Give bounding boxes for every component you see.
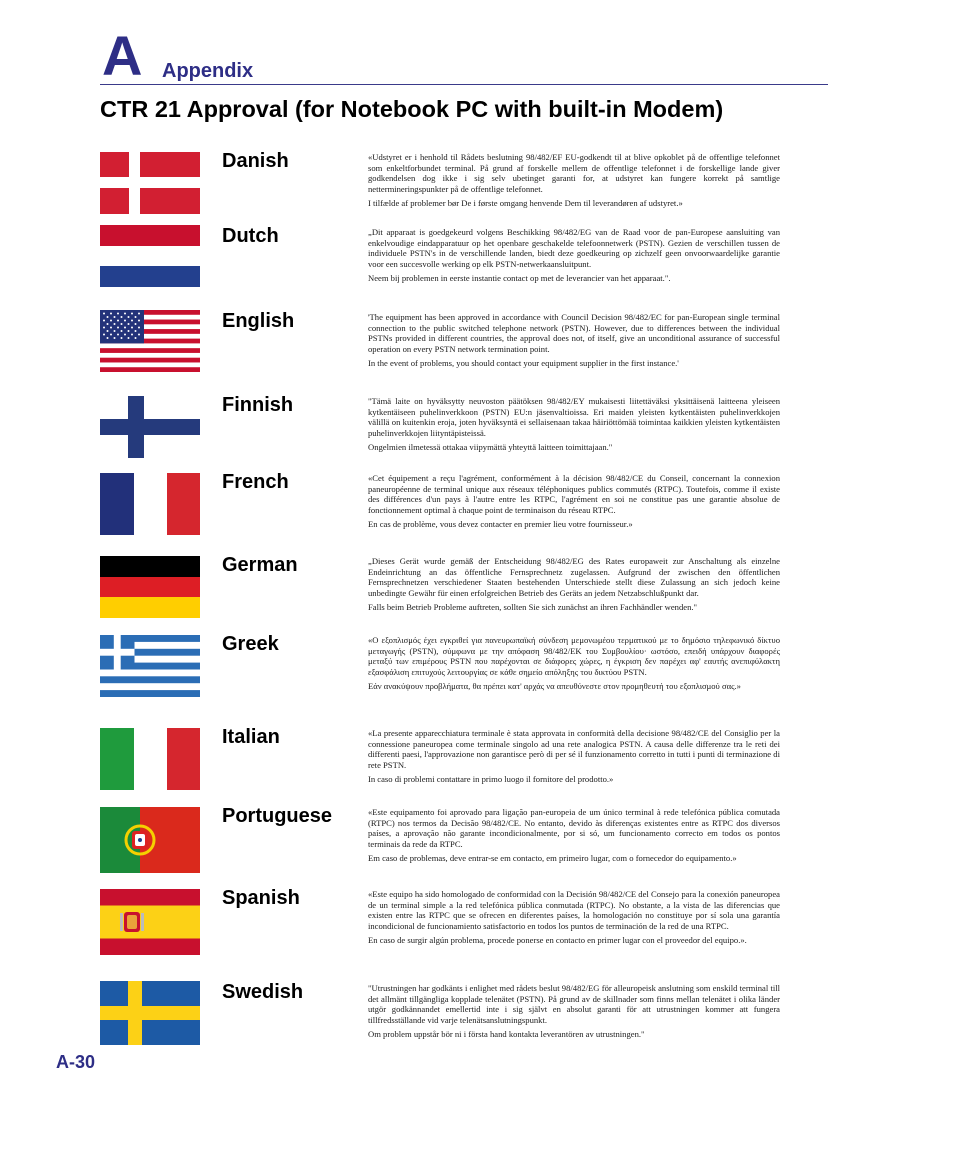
approval-text <box>368 473 780 534</box>
flag-germany-icon <box>100 556 200 618</box>
language-label: Finnish <box>222 394 294 416</box>
approval-paragraph: «Ο εξοπλισμός έχει εγκριθεί για πανευρωπαϊκή σύνδεση μεμονωμέου τερματικού με το δημόσιο τηλεφωνικό δίκτυο μεταγωγής (PSTN), σύμφωνα με την απόφαση 98/482/ΕΚ του Συμβουλίου· ωστόσο, επειδή υπάρχουν διαφορές μεταξύ των επιμέρους PSTN που παρέχονται σε διάφορες χώρες, η έγκριση δεν παρέχει αφ' εαυτής ανεπιφύλακτη εξασφάλιση επιτυχούς λειτουργίας σε κάθε σημείο απόληξης του δικτύου PSTN. <box>368 635 780 677</box>
flag-finland-icon <box>100 396 200 458</box>
approval-text <box>368 889 780 950</box>
contact-paragraph: In caso di problemi contattare in primo luogo il fornitore del prodotto.» <box>368 774 614 785</box>
contact-paragraph: Falls beim Betrieb Probleme auftreten, sollten Sie sich zunächst an ihren Fachhändler wenden." <box>368 602 698 613</box>
flag-netherlands-icon <box>100 225 200 287</box>
contact-paragraph: In the event of problems, you should contact your equipment supplier in the first instance.' <box>368 358 679 369</box>
page-number: A-30 <box>56 1052 96 1072</box>
approval-paragraph: "Tämä laite on hyväksytty neuvoston päätöksen 98/482/EY mukaisesti liitettäväksi yksittäisenä laitteena yleiseen kytkentäiseen puhelinverkkoon (PSTN) EU:n jäsenvaltioissa. Eri maiden yleisten kytkentäisten puhelinverkkojen välillä on kuitenkin eroja, joten hyväksyntä ei sellaisenaan takaa häiriöttömää toimintaa kaikkien yleisten kytkentäisten puhelinverkkojen liityntäpisteissä. <box>368 396 780 438</box>
approval-paragraph: „Dieses Gerät wurde gemäß der Entscheidung 98/482/EG des Rates europaweit zur Anschaltung als einzelne Endeinrichtung an das öffentliche Fernsprechnetz zugelassen. Aufgrund der zwischen den öffentlichen Fernsprechnetzen verschiedener Staaten bestehenden Unterschiede stellt diese Zulassung an sich jedoch keine unbedingte Gewähr für einen erfolgreichen Betrieb des Geräts an jedem Netzabschlußpunkt dar. <box>368 556 780 598</box>
contact-paragraph: I tilfælde af problemer bør De i første omgang henvende Dem til leverandøren af udstyret.» <box>368 198 683 209</box>
language-label: Portuguese <box>222 805 333 827</box>
contact-paragraph: Em caso de problemas, deve entrar-se em contacto, em primeiro lugar, com o fornecedor do equipamento.» <box>368 853 737 864</box>
flag-greece-icon <box>100 635 200 697</box>
approval-text <box>368 635 780 696</box>
approval-paragraph: «Este equipo ha sido homologado de conformidad con la Decisión 98/482/CE del Consejo para la conexión paneuropea de un terminal simple a la red telefónica pública conmutada (RTPC). No obstante, a la vista de las diferencias que existen entre las RTPC que se ofrecen en diferentes países, la homologación no constituye por sí sola una garantía incondicional de funcionamiento satisfactorio en todos los puntos de terminación de la red de una RTPC. <box>368 889 780 931</box>
contact-paragraph: En caso de surgir algún problema, procede ponerse en contacto en primer lugar con el proveedor del equipo.». <box>368 935 747 946</box>
approval-paragraph: 'The equipment has been approved in accordance with Council Decision 98/482/EC for pan-European single terminal connection to the public switched telephone network (PSTN). However, due to differences between the individual PSTNs provided in different countries, the approval does not, of itself, give an unconditional assurance of successful operation on every PSTN network termination point. <box>368 312 780 354</box>
approval-paragraph: «La presente apparecchiatura terminale è stata approvata in conformità della decisione 98/482/CE del Consiglio per la connessione paneuropea come terminale singolo ad una rete analogica PSTN. A causa delle differenze tra le reti dei differenti paesi, l'approvazione non garantisce però di per sé il funzionamento corretto in tutti i punti di terminazione di rete PSTN. <box>368 728 780 770</box>
approval-text <box>368 983 780 1044</box>
approval-text <box>368 728 780 789</box>
flag-italy-icon <box>100 728 200 790</box>
approval-paragraph: "Utrustningen har godkänts i enlighet med rådets beslut 98/482/EG för alleuropeisk anslutning som enskild terminal till det allmänt tillgängliga kopplade telenätet (PSTN). På grund av de skillnader som finns mellan telenätet i olika länder utgör godkännandet emellertid inte i sig självt en absolut garanti för att utrustningen kommer att fungera tillfredsställande vid varje telenätsanslutningspunkt. <box>368 983 780 1025</box>
approval-paragraph: «Este equipamento foi aprovado para ligação pan-europeia de um único terminal à rede telefónica pública comutada (RTPC) nos termos da Decisão 98/482/CE. No entanto, devido às diferenças existentes entre as RTPC dos diversos países, a aprovação não garante incondicionalmente, por si só, um funcionamento correcto em todos os pontos terminais da rede da RTPC. <box>368 807 780 849</box>
language-label: French <box>222 471 289 493</box>
approval-text <box>368 807 780 868</box>
chapter-letter: A <box>102 24 143 87</box>
language-label: Swedish <box>222 981 304 1003</box>
approval-text <box>368 556 780 617</box>
flag-sweden-icon <box>100 981 200 1045</box>
language-label: English <box>222 310 295 332</box>
approval-paragraph: «Cet équipement a reçu l'agrément, conformément à la décision 98/482/CE du Conseil, concernant la connexion paneuropéenne de terminal unique aux réseaux téléphoniques publics commutés (RTPC). Toutefois, comme il existe des différences d'un pays à l'autre entre les RTPC, l'agrément en soi ne constitue pas une garantie absolue de fonctionnement optimal à chaque point de terminaison du réseau RTPC. <box>368 473 780 515</box>
approval-paragraph: «Udstyret er i henhold til Rådets beslutning 98/482/EF EU-godkendt til at blive opkoblet på de offentlige telefonnet som enkeltforbundet terminal. På grund af forskelle mellem de offentlige telefonnet i de forskellige lande giver godkendelsen dog ikke i sig selv ubetinget garanti for, at udstyret kan fungere korrekt på samtlige nettermineringspunkter på de offentlige telefonnet. <box>368 152 780 194</box>
language-label: German <box>222 554 298 576</box>
page-title: CTR 21 Approval (for Notebook PC with built-in Modem) <box>100 96 724 122</box>
contact-paragraph: Ongelmien ilmetessä ottakaa viipymättä yhteyttä laitteen toimittajaan." <box>368 442 613 453</box>
language-label: Danish <box>222 150 289 172</box>
language-label: Spanish <box>222 887 300 909</box>
approval-text <box>368 227 780 288</box>
flag-usa-icon <box>100 310 200 372</box>
flag-france-icon <box>100 473 200 535</box>
contact-paragraph: Neem bij problemen in eerste instantie contact op met de leverancier van het apparaat.". <box>368 273 671 284</box>
section-label: Appendix <box>162 60 254 82</box>
approval-text <box>368 396 780 457</box>
language-label: Greek <box>222 633 279 655</box>
approval-paragraph: „Dit apparaat is goedgekeurd volgens Beschikking 98/482/EG van de Raad voor de pan-Europese aansluiting van enkelvoudige eindapparatuur op het openbare geschakelde telefoonnetwerk (PSTN). Gezien de verschillen tussen de individuele PSTN's in de verschillende landen, biedt deze goedkeuring op zichzelf geen onvoorwaardelijke garantie voor een succesvolle werking op elk PSTN-netwerkaansluitpunt. <box>368 227 780 269</box>
contact-paragraph: Om problem uppstår bör ni i första hand kontakta leverantören av utrustningen." <box>368 1029 645 1040</box>
contact-paragraph: En cas de problème, vous devez contacter en premier lieu votre fournisseur.» <box>368 519 633 530</box>
approval-text <box>368 152 780 213</box>
flag-spain-icon <box>100 889 200 955</box>
language-label: Italian <box>222 726 280 748</box>
chapter-header <box>100 24 828 87</box>
language-label: Dutch <box>222 225 279 247</box>
approval-text <box>368 312 780 373</box>
flag-denmark-icon <box>100 152 200 214</box>
flag-portugal-icon <box>100 807 200 873</box>
contact-paragraph: Εάν ανακύψουν προβλήματα, θα πρέπει κατ' αρχάς να απευθύνεστε στον προμηθευτή του εξοπλισμού σας.» <box>368 681 741 692</box>
